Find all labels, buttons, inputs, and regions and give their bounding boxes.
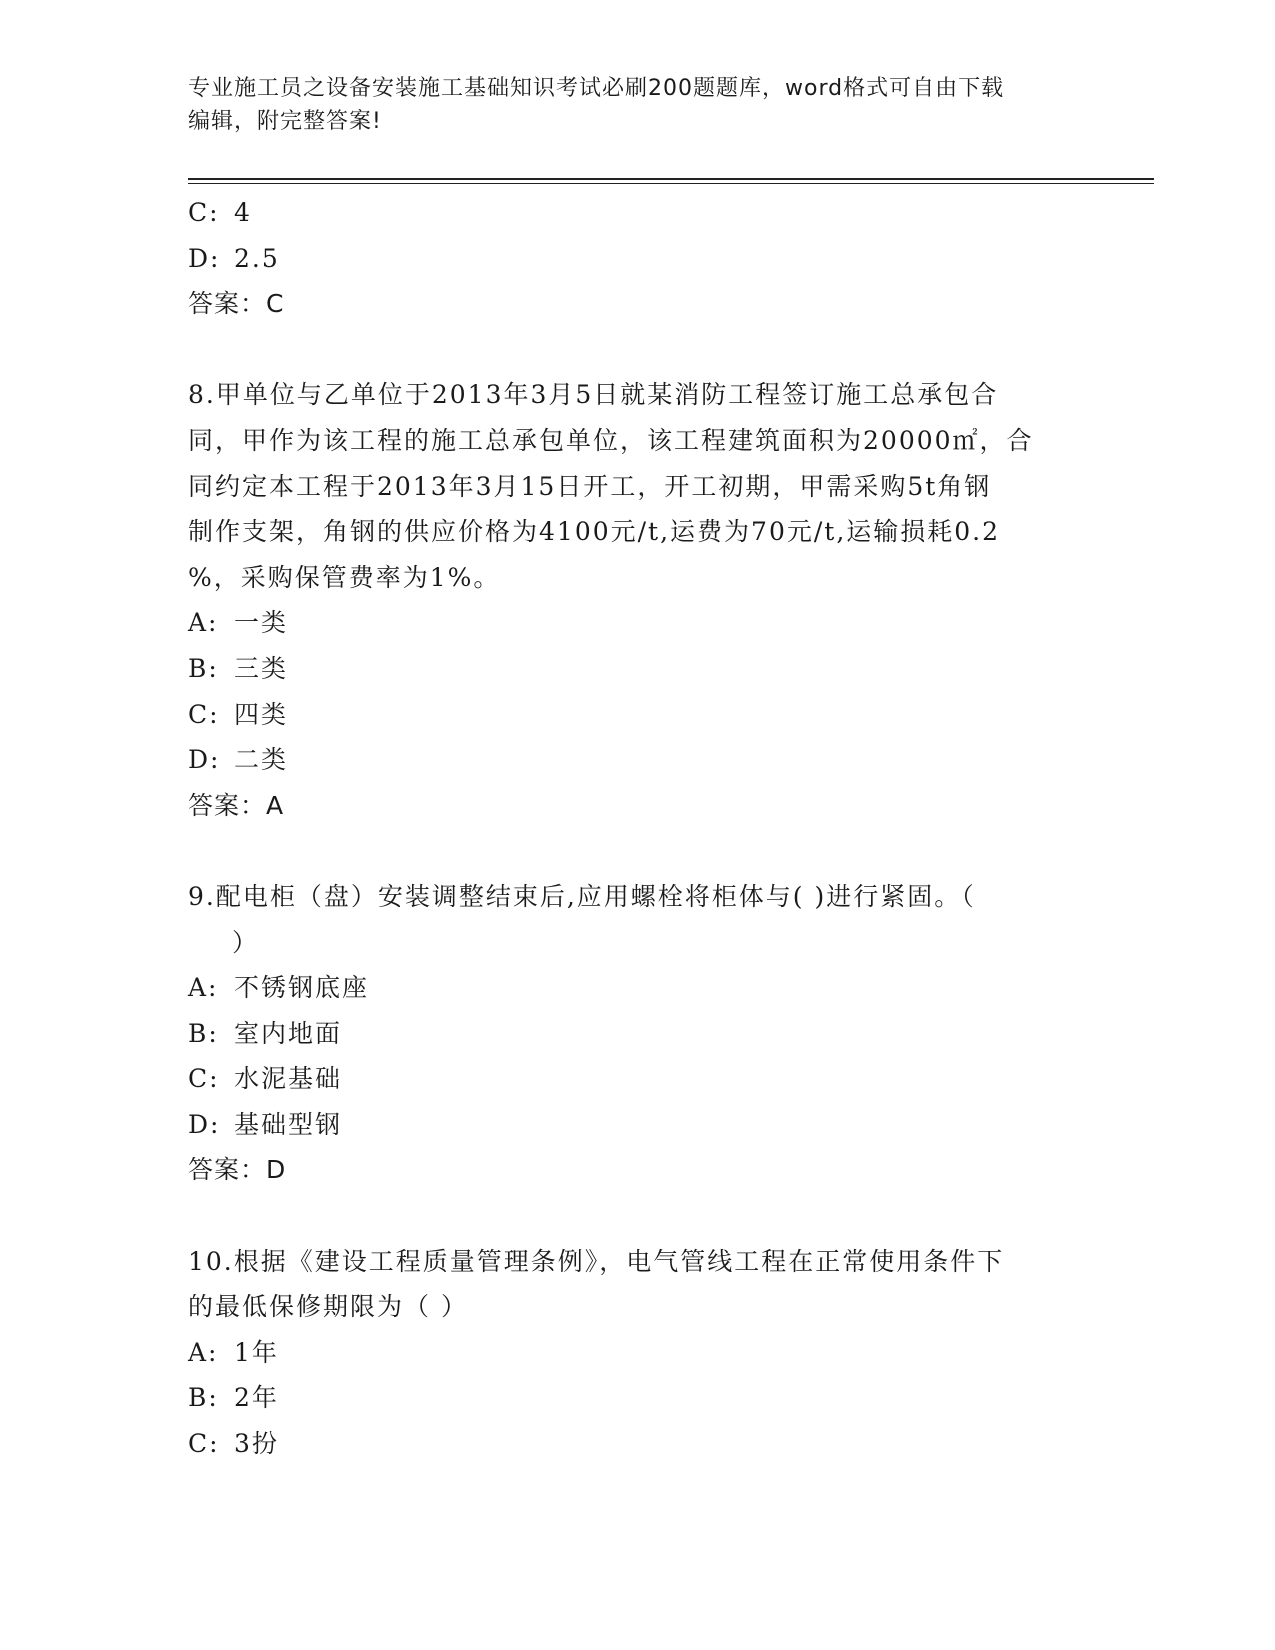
option-text: 二类	[234, 745, 289, 775]
option-text: 3扮	[234, 1429, 279, 1459]
option-c	[188, 1056, 1088, 1102]
option-label: D:	[188, 1109, 221, 1139]
option-text: 2.5	[234, 243, 280, 273]
header-title-line-2: 编辑，附完整答案!	[188, 109, 382, 134]
option-d	[188, 236, 1088, 282]
option-text: 四类	[234, 699, 289, 729]
option-label: C:	[188, 1064, 220, 1094]
option-text: 室内地面	[234, 1018, 343, 1048]
option-text: 1年	[234, 1337, 279, 1367]
question-10	[188, 1239, 1088, 1467]
option-c	[188, 1421, 1088, 1467]
header-divider-thick	[188, 178, 1154, 180]
option-c	[188, 692, 1088, 738]
question-stem-line: 10.根据《建设工程质量管理条例》，电气管线工程在正常使用条件下	[188, 1246, 1005, 1276]
question-stem-line: 8.甲单位与乙单位于2013年3月5日就某消防工程签订施工总承包合	[188, 380, 999, 410]
option-label: C:	[188, 1429, 220, 1459]
option-label: A:	[188, 1337, 219, 1367]
option-label: B:	[188, 653, 219, 683]
option-label: C:	[188, 699, 220, 729]
option-text: 水泥基础	[234, 1064, 343, 1094]
option-d	[188, 737, 1088, 783]
question-stem-line: 同约定本工程于2013年3月15日开工，开工初期，甲需采购5t角钢	[188, 471, 992, 501]
option-text: 三类	[234, 653, 289, 683]
previous-question-options	[188, 190, 1088, 327]
question-stem-line: 的最低保修期限为（ ）	[188, 1292, 468, 1322]
spacer	[188, 327, 1088, 373]
option-a	[188, 965, 1088, 1011]
option-label: A:	[188, 973, 219, 1003]
option-text: 一类	[234, 608, 289, 638]
answer-line: 答案：D	[188, 1155, 287, 1185]
question-stem-line: 9.配电柜（盘）安装调整结束后,应用螺栓将柜体与( )进行紧固。（	[188, 881, 976, 911]
option-label: A:	[188, 608, 219, 638]
answer-line: 答案：C	[188, 289, 285, 319]
option-d	[188, 1102, 1088, 1148]
option-label: B:	[188, 1018, 219, 1048]
header-divider-thin	[188, 183, 1154, 184]
option-a	[188, 1330, 1088, 1376]
option-label: C:	[188, 198, 220, 227]
option-text: 2年	[234, 1383, 279, 1413]
option-text: 不锈钢底座	[234, 973, 370, 1003]
question-stem-line: 同，甲作为该工程的施工总承包单位，该工程建筑面积为20000㎡，合	[188, 425, 1034, 455]
spacer	[188, 1193, 1088, 1239]
option-label: D:	[188, 243, 221, 273]
option-b	[188, 646, 1088, 692]
document-header	[188, 72, 1068, 138]
question-stem-line: 制作支架，角钢的供应价格为4100元/t,运费为70元/t,运输损耗0.2	[188, 517, 1001, 547]
option-text: 基础型钢	[234, 1109, 343, 1139]
header-title-line-1: 专业施工员之设备安装施工基础知识考试必刷200题题库，word格式可自由下载	[188, 76, 1005, 101]
question-8	[188, 372, 1088, 828]
question-9	[188, 874, 1088, 1193]
option-b	[188, 1011, 1088, 1057]
question-stem-line: ）	[232, 927, 260, 957]
option-label: B:	[188, 1383, 219, 1413]
option-label: D:	[188, 745, 221, 775]
spacer	[188, 828, 1088, 874]
option-c	[188, 190, 1088, 236]
option-text: 4	[234, 198, 252, 227]
question-content	[188, 190, 1088, 1467]
answer-line: 答案：A	[188, 790, 285, 820]
question-stem-line: %，采购保管费率为1%。	[188, 562, 501, 592]
option-b	[188, 1375, 1088, 1421]
option-a	[188, 600, 1088, 646]
